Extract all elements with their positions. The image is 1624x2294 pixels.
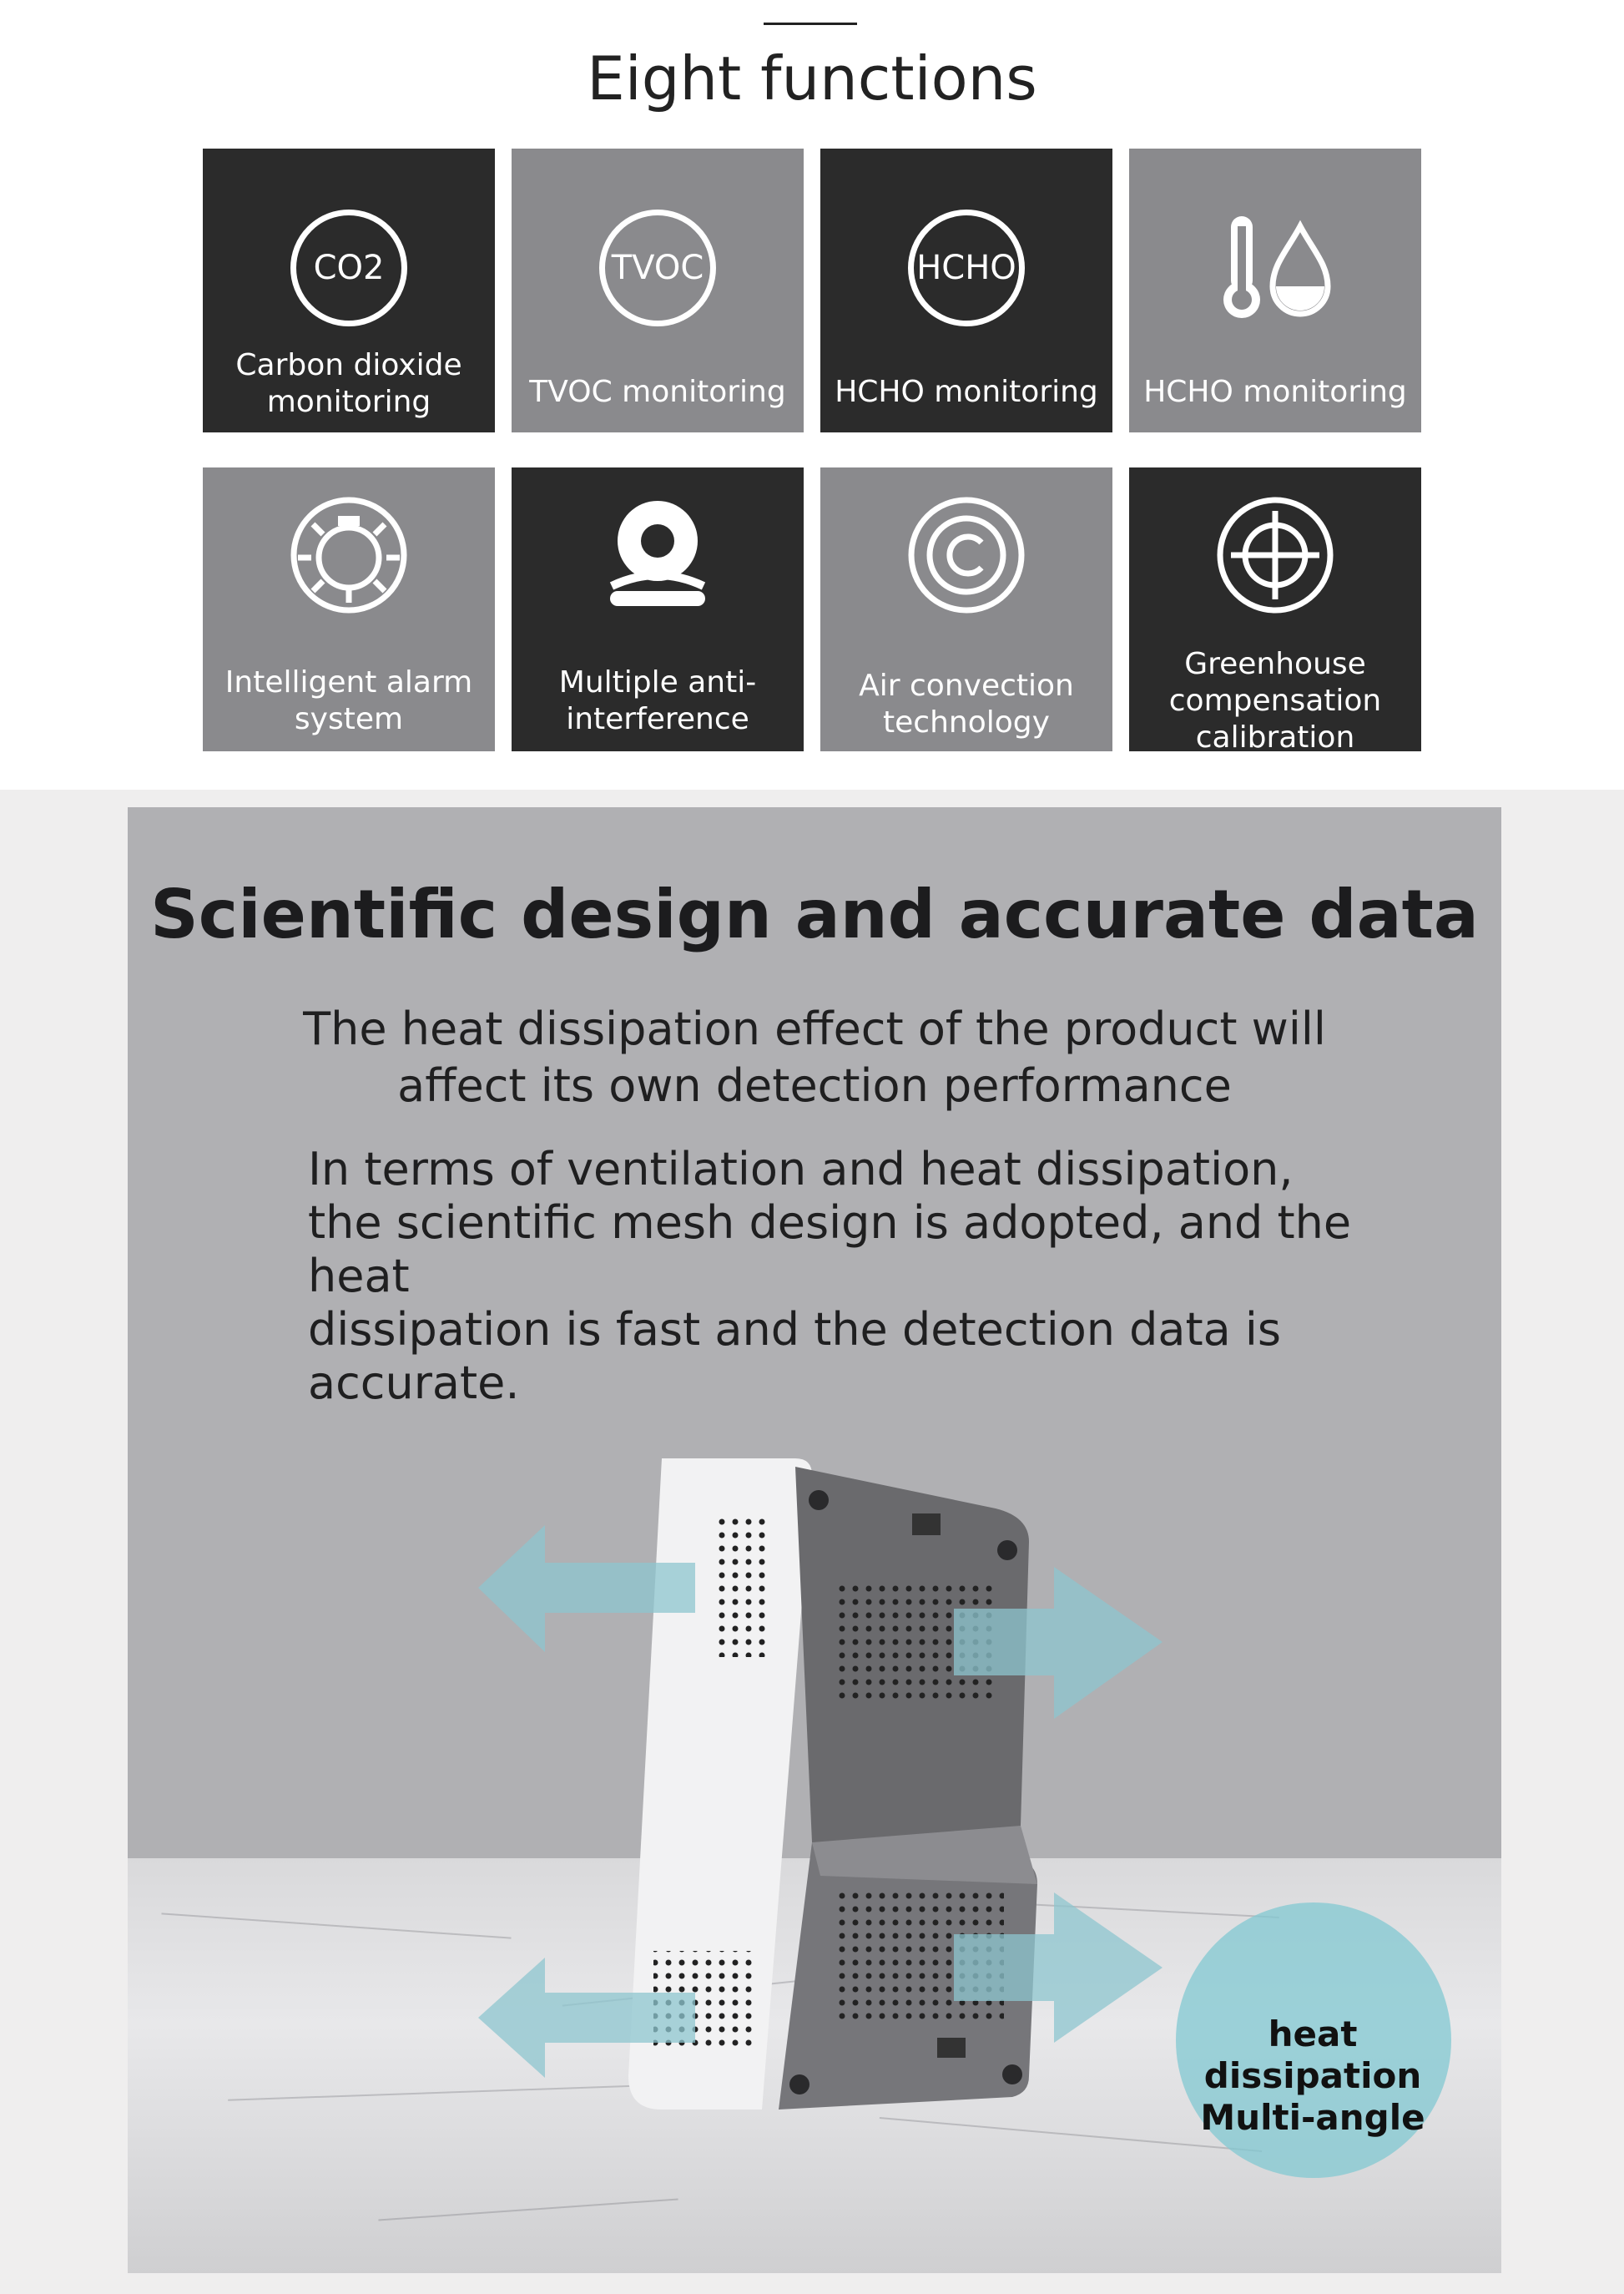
crosshair-icon [1213,493,1338,618]
hcho-circle-icon: HCHO [908,210,1025,326]
function-label: Greenhouse compensation calibration [1168,647,1382,755]
badge-text [1154,2014,1471,2139]
usb-port [937,2038,966,2058]
screw-hole [997,1540,1017,1560]
screw-hole [789,2074,809,2094]
body-line: In terms of ventilation and heat dissipation, [308,1143,1294,1195]
sensor-port [912,1513,941,1535]
body-line: the scientific mesh design is adopted, and the heat [308,1196,1352,1302]
co2-circle-icon: CO2 [290,210,407,326]
function-label: HCHO monitoring [1143,375,1407,409]
alarm-gear-icon [286,493,411,618]
title-rule [764,23,857,25]
product-scene [128,807,1501,2273]
function-label: Multiple anti-interference [558,665,757,736]
function-tile-greenhouse [1129,467,1421,755]
badge-line: heat dissipation [1203,2014,1422,2096]
screw-hole [809,1490,829,1510]
page-title: Eight functions [587,43,1037,114]
function-tile-temp-humidity [1129,149,1421,432]
function-label: Air convection technology [859,669,1074,740]
side-vent-top [712,1515,770,1657]
thermometer-droplet-icon [1204,210,1346,326]
function-tile-tvoc [512,149,804,432]
screw-hole [1002,2064,1022,2084]
function-tile-alarm [203,467,495,751]
badge-line: Multi-angle [1200,2097,1425,2138]
function-tile-anti-interference [512,467,804,751]
function-tile-hcho [820,149,1112,432]
tvoc-circle-icon: TVOC [599,210,716,326]
function-label: Carbon dioxide monitoring [235,348,462,419]
intro-line: affect its own detection performance [397,1059,1232,1112]
intro-line: The heat dissipation effect of the product will [303,1003,1326,1055]
webcam-stand-icon [595,493,720,618]
function-tile-air-convection [820,467,1112,751]
function-tile-co2 [203,149,495,432]
function-label: TVOC monitoring [529,375,786,409]
copyright-circle-icon [904,493,1029,618]
function-label: HCHO monitoring [835,375,1098,409]
body-line: dissipation is fast and the detection data is accurate. [308,1303,1282,1409]
function-label: Intelligent alarm system [224,665,473,736]
design-heading: Scientific design and accurate data [150,876,1479,953]
